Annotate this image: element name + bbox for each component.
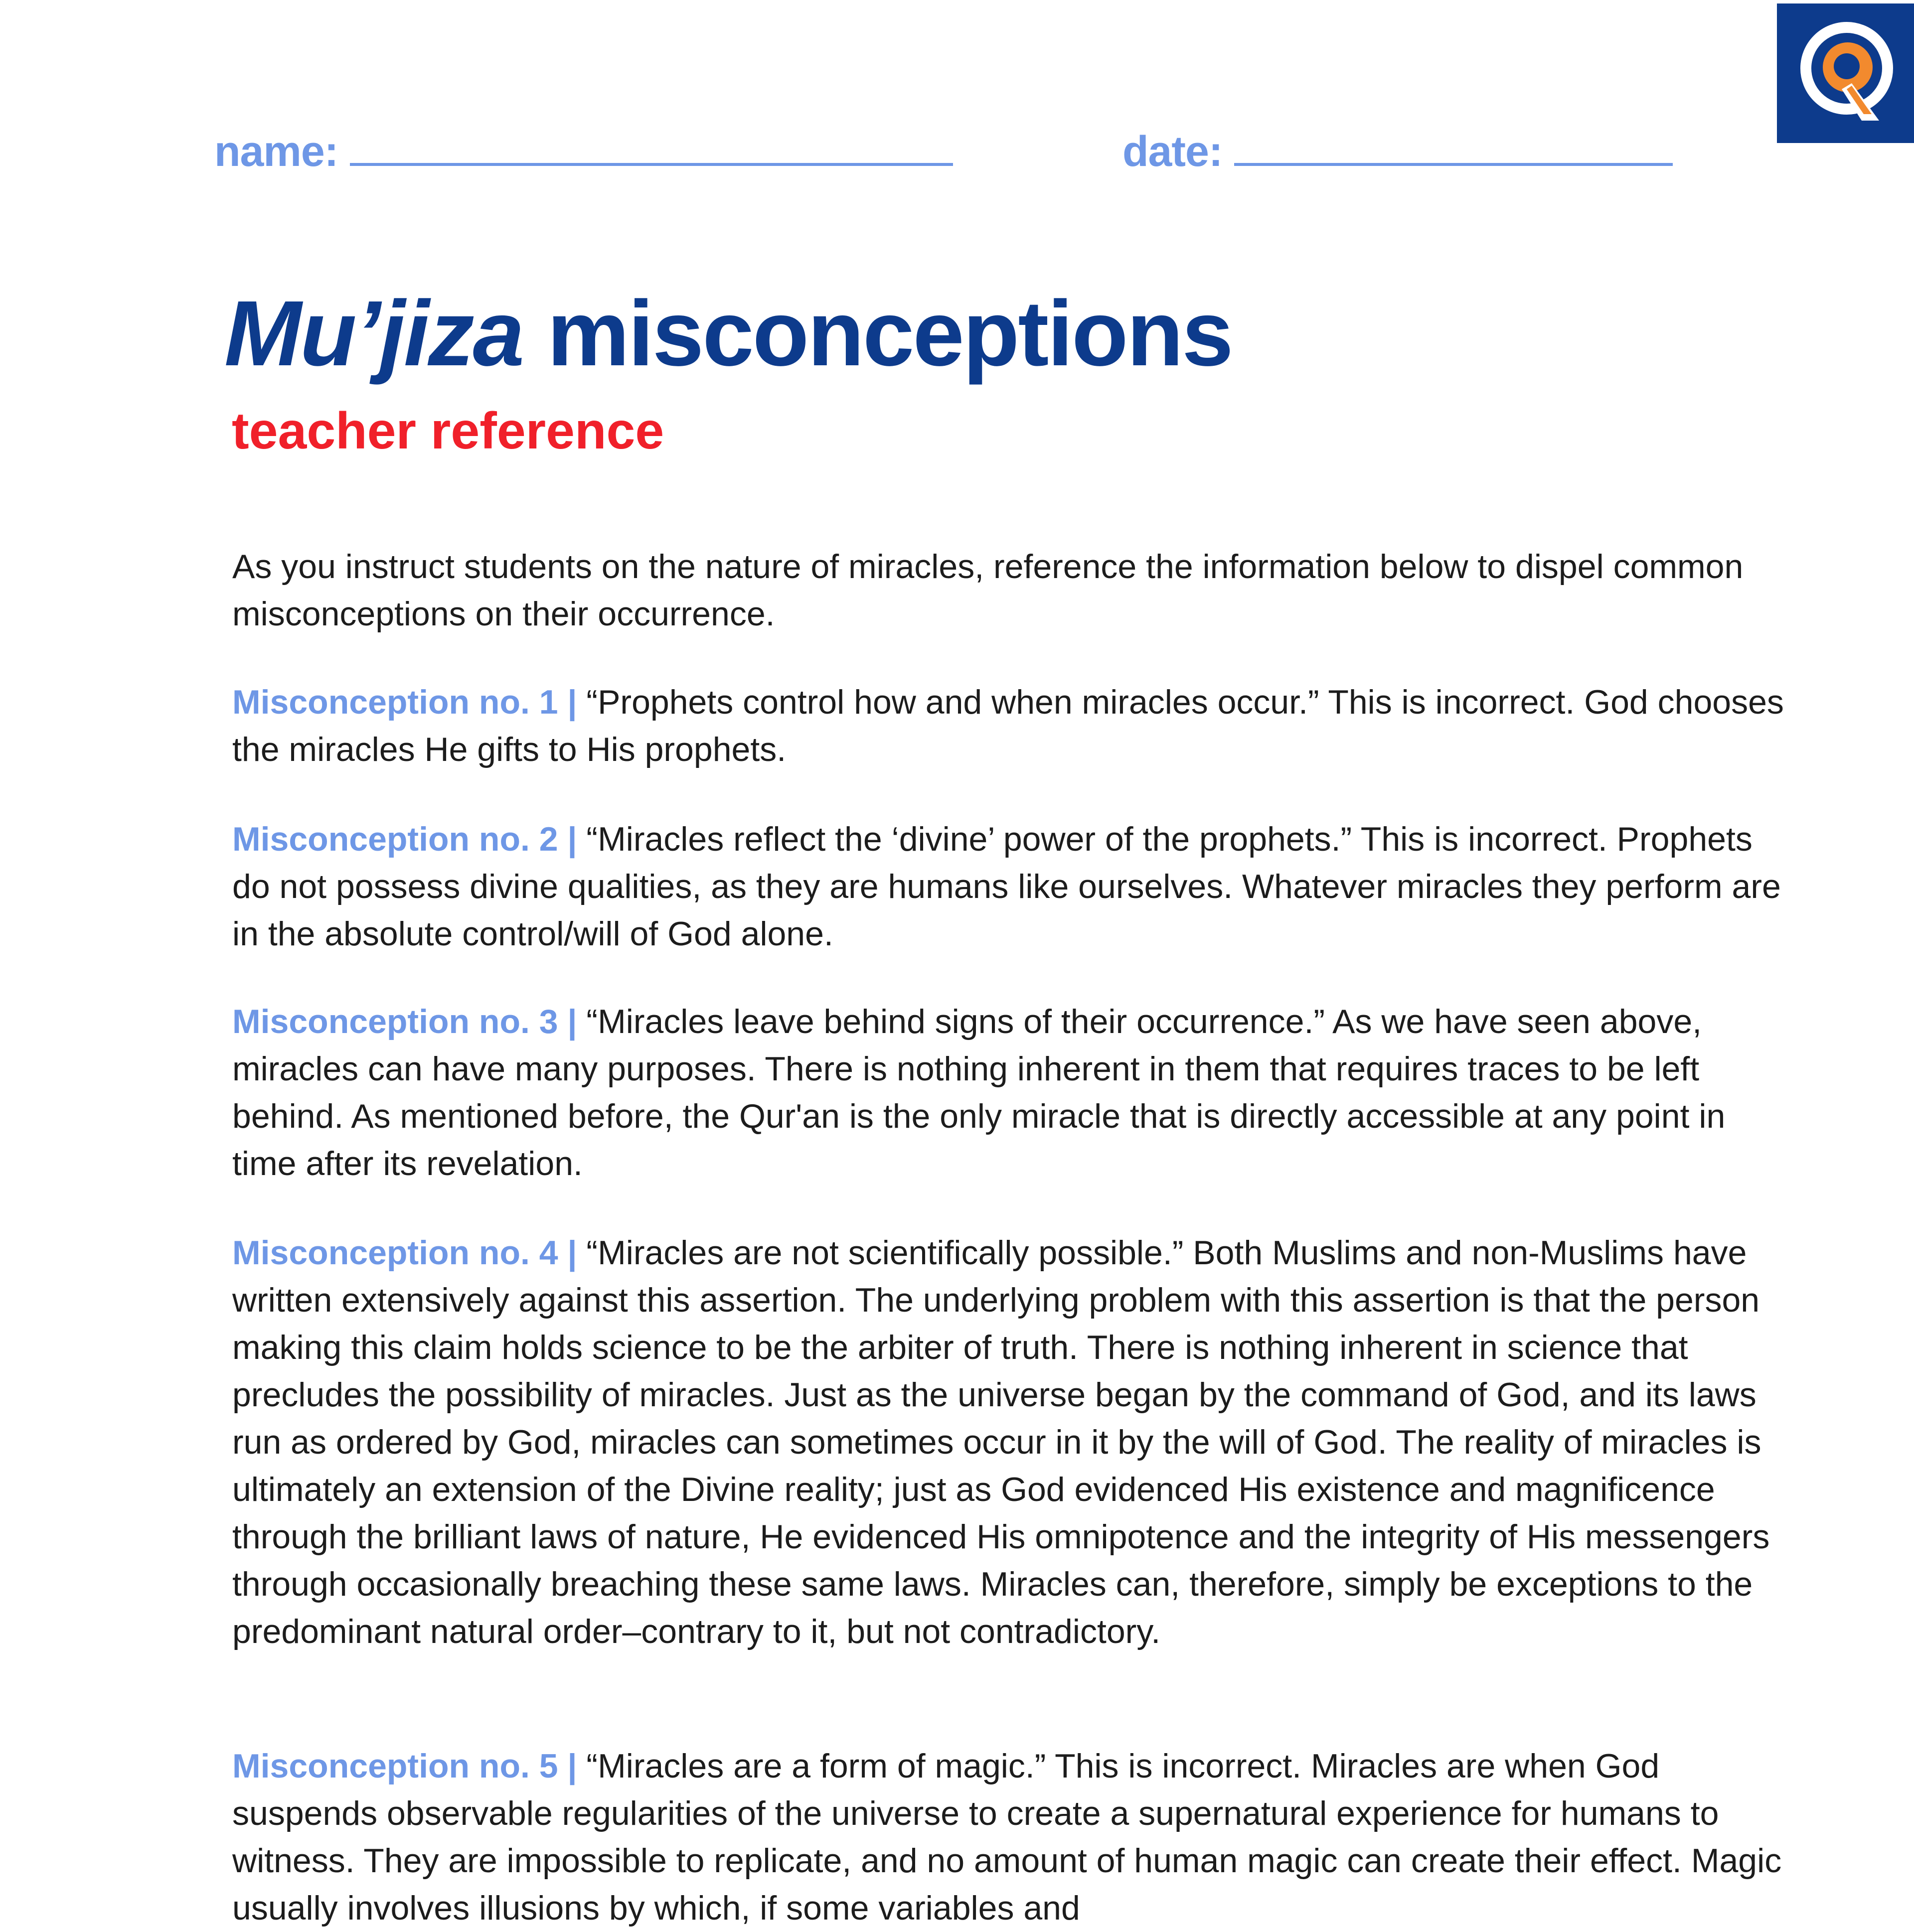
name-field[interactable] bbox=[214, 127, 953, 176]
misconception-label: Misconception no. 4 | bbox=[232, 1234, 577, 1272]
misconception-text: “Miracles are a form of magic.” This is incorrect. Miracles are when God suspends observable regularities of the universe to create a supernatural experience for humans to witness. They are impossible to replicate, and no amount of human magic can create their effect. Magic usually involves illusions by which, if some variables and bbox=[232, 1747, 1782, 1927]
misconception-3 bbox=[232, 998, 1787, 1188]
misconception-text: “Miracles are not scientifically possible.” Both Muslims and non-Muslims have written extensively against this assertion. The underlying problem with this assertion is that the person making this claim holds science to be the arbiter of truth. There is nothing inherent in science that precludes the possibility of miracles. Just as the universe began by the command of God, and its laws run as ordered by God, miracles can sometimes occur in it by the will of God. The reality of miracles is ultimately an extension of the Divine reality; just as God evidenced His existence and magnificence through the brilliant laws of nature, He evidenced His omnipotence and the integrity of His messengers through occasionally breaching these same laws. Miracles can, therefore, simply be exceptions to the predominant natural order–contrary to it, but not contradictory. bbox=[232, 1234, 1770, 1650]
misconception-label: Misconception no. 1 | bbox=[232, 683, 577, 721]
misconception-text: “Prophets control how and when miracles occur.” This is incorrect. God chooses the miracles He gifts to His prophets. bbox=[232, 683, 1784, 768]
intro-paragraph: As you instruct students on the nature of miracles, reference the information below to dispel common misconceptions on their occurrence. bbox=[232, 548, 1744, 633]
misconception-text: “Miracles reflect the ‘divine’ power of the prophets.” This is incorrect. Prophets do not possess divine qualities, as they are humans like ourselves. Whatever miracles they perform are in the absolute control/will of God alone. bbox=[232, 820, 1781, 953]
date-field[interactable] bbox=[1122, 127, 1673, 176]
misconception-text: “Miracles leave behind signs of their occurrence.” As we have seen above, miracles can have many purposes. There is nothing inherent in them that requires traces to be left behind. As mentioned before, the Qur'an is the only miracle that is directly accessible at any point in time after its revelation. bbox=[232, 1003, 1726, 1183]
title-rest: misconceptions bbox=[523, 282, 1232, 385]
misconception-1 bbox=[232, 679, 1787, 773]
misconception-label: Misconception no. 5 | bbox=[232, 1747, 577, 1785]
misconception-label: Misconception no. 2 | bbox=[232, 820, 577, 858]
name-input-line[interactable] bbox=[350, 128, 953, 166]
page-title bbox=[224, 282, 1232, 386]
misconception-5 bbox=[232, 1743, 1787, 1932]
misconception-2 bbox=[232, 816, 1787, 958]
title-italic: Mu’jiza bbox=[224, 282, 523, 385]
date-label: date: bbox=[1122, 128, 1223, 175]
date-input-line[interactable] bbox=[1234, 128, 1673, 166]
name-label: name: bbox=[214, 128, 338, 175]
misconception-label: Misconception no. 3 | bbox=[232, 1003, 577, 1040]
misconception-4 bbox=[232, 1229, 1787, 1655]
page-subtitle: teacher reference bbox=[232, 402, 664, 460]
q-logo-icon bbox=[1777, 3, 1914, 143]
